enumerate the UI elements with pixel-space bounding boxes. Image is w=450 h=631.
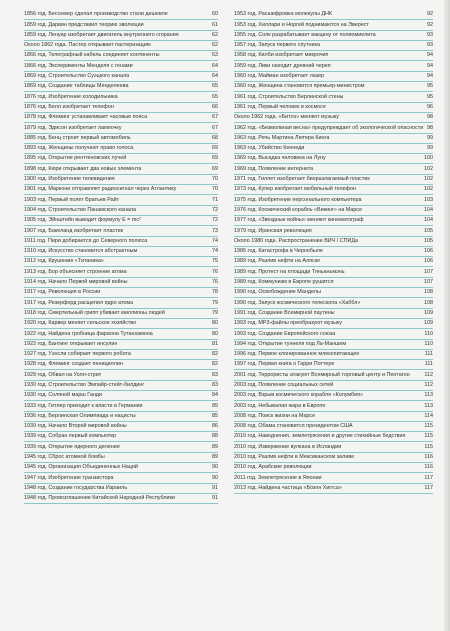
toc-entry-page-number: 106 (424, 258, 433, 265)
toc-entry-title: 1971 год. Гиллет изобретает биоразлагаемый пластик (234, 176, 370, 183)
toc-entry-page-number: 62 (212, 42, 218, 49)
toc-entry-page-number: 69 (212, 145, 218, 152)
toc-entry-page-number: 80 (212, 330, 218, 337)
toc-entry-title: 1939 год. Открытие ядерного деления (24, 443, 120, 450)
toc-entry-title: 1993 год. MP3-файлы преобразуют музыку (234, 320, 343, 327)
toc-entry (234, 340, 433, 350)
toc-entry-title: 1996 год. Первое клонированное млекопитающее (234, 351, 360, 358)
toc-entry (234, 422, 433, 432)
toc-entry-page-number: 91 (212, 484, 218, 491)
toc-entry-page-number: 95 (427, 93, 433, 100)
toc-entry-page-number: 94 (427, 52, 433, 59)
toc-entry-title: 1990 год. Запуск космического телескопа «Хаббл» (234, 299, 361, 306)
toc-entry-page-number: 61 (212, 21, 218, 28)
toc-entry (234, 463, 433, 473)
toc-entry-title: 1927 год. Уэнсли собирает первого робота (24, 351, 131, 358)
toc-entry-title: 1953 год. Расшифровка молекулы ДНК (234, 11, 332, 18)
toc-entry-page-number: 85 (212, 412, 218, 419)
toc-entry-page-number: 107 (424, 279, 433, 286)
toc-entry (24, 329, 218, 339)
toc-entry (24, 226, 218, 236)
toc-entry-page-number: 105 (424, 227, 433, 234)
toc-entry (24, 360, 218, 370)
toc-entry-title: 1945 год. Организация Объединенных Наций (24, 464, 138, 471)
toc-entry-page-number: 74 (212, 237, 218, 244)
toc-entry-title: 1918 год. Смертельный грипп убивает миллионы людей (24, 309, 165, 316)
toc-entry (234, 113, 433, 123)
toc-entry (234, 82, 433, 92)
toc-entry (24, 31, 218, 41)
toc-entry-page-number: 107 (424, 268, 433, 275)
toc-entry-title: 1914 год. Начало Первой мировой войны (24, 279, 128, 286)
toc-entry-title: 1945 год. Сброс атомной бомбы (24, 454, 105, 461)
toc-entry (24, 309, 218, 319)
toc-entry (234, 185, 433, 195)
toc-entry (24, 267, 218, 277)
toc-entry-page-number: 90 (212, 474, 218, 481)
toc-entry-page-number: 91 (212, 495, 218, 502)
toc-entry-title: 1989 год. Протест на площади Тяньаньмэнь (234, 268, 345, 275)
toc-entry-page-number: 64 (212, 62, 218, 69)
toc-entry (234, 350, 433, 360)
toc-entry (234, 226, 433, 236)
toc-entry-title: 2001 год. Террористы атакуют Всемирный торговый центр и Пентагон (234, 371, 410, 378)
toc-entry-title: 1900 год. Изобретение телевидения (24, 176, 115, 183)
toc-entry (234, 164, 433, 174)
toc-entry-title: 1876 год. Изобретение холодильника (24, 93, 118, 100)
toc-entry-title: 1905 год. Эйнштейн выводит формулу E = mc² (24, 217, 141, 224)
toc-entry-page-number: 102 (424, 176, 433, 183)
toc-entry-page-number: 88 (212, 433, 218, 440)
toc-entry (24, 82, 218, 92)
toc-entry-page-number: 115 (424, 443, 433, 450)
toc-entry (24, 370, 218, 380)
toc-entry-title: 1922 год. Бантинг открывает инсулин (24, 340, 118, 347)
toc-entry-title: 2008 год. Обама становится президентом США (234, 423, 353, 430)
page-spine-shadow (444, 0, 450, 631)
toc-entry-page-number: 74 (212, 248, 218, 255)
toc-entry-title: 1975 год. Изобретение персонального компьютера (234, 196, 362, 203)
toc-entry-title: 1960 год. Майман изобретает лазер (234, 73, 325, 80)
toc-entry (234, 401, 433, 411)
toc-entry (24, 134, 218, 144)
toc-entry-page-number: 64 (212, 73, 218, 80)
toc-entry (234, 247, 433, 257)
toc-entry (24, 319, 218, 329)
toc-entry-page-number: 89 (212, 443, 218, 450)
toc-entry (24, 144, 218, 154)
toc-entry (24, 401, 218, 411)
toc-entry-page-number: 112 (424, 371, 433, 378)
toc-entry-title: 1910 год. Искусство становится абстрактным (24, 248, 138, 255)
toc-entry (24, 350, 218, 360)
toc-entry-title: 2003 год. Небывалая жара в Европе (234, 402, 326, 409)
toc-entry (24, 195, 218, 205)
toc-entry-title: 1885 год. Бенц строит первый автомобиль (24, 134, 131, 141)
toc-entry-title: 1993 год. Создание Европейского союза (234, 330, 336, 337)
toc-entry (24, 288, 218, 298)
toc-entry-page-number: 60 (212, 11, 218, 18)
toc-entry-page-number: 67 (212, 124, 218, 131)
toc-entry-page-number: 114 (424, 412, 433, 419)
toc-entry-title: 1878 год. Флеминг устанавливает часовые пояса (24, 114, 148, 121)
toc-entry-title: 1907 год. Бакеланд изобретает пластик (24, 227, 124, 234)
toc-entry (234, 319, 433, 329)
toc-entry-page-number: 111 (424, 351, 433, 358)
toc-entry-title: 1929 год. Обвал на Уолл-стрит (24, 371, 102, 378)
toc-entry (234, 432, 433, 442)
toc-entry-page-number: 116 (424, 454, 433, 461)
toc-entry-title: 1930 год. Соляной марш Ганди (24, 392, 102, 399)
toc-entry-title: 1948 год. Создание государства Израиль (24, 484, 128, 491)
toc-entry-title: 1955 год. Солк разрабатывает вакцину от полиомиелита (234, 31, 376, 38)
toc-entry (24, 175, 218, 185)
toc-entry-title: 1893 год. Женщины получают право голоса (24, 145, 134, 152)
toc-entry (234, 72, 433, 82)
toc-entry-title: 1989 год. Коммунизм в Европе рушится (234, 279, 334, 286)
toc-entry-title: 1856 год. Бессемер сделал производство стали дешевле (24, 11, 168, 18)
toc-entry (234, 51, 433, 61)
toc-entry-title: 2010 год. Наводнения, землетрясения и другие стихийные бедствия (234, 433, 406, 440)
toc-entry-page-number: 72 (212, 206, 218, 213)
toc-entry-page-number: 99 (427, 134, 433, 141)
toc-entry-page-number: 117 (424, 474, 433, 481)
toc-entry-page-number: 109 (424, 320, 433, 327)
toc-entry-page-number: 86 (212, 423, 218, 430)
toc-entry-title: 1912 год. Крушение «Титаника» (24, 258, 104, 265)
toc-entry (234, 370, 433, 380)
toc-entry (234, 144, 433, 154)
toc-entry (24, 51, 218, 61)
toc-entry-title: 1913 год. Бор объясняет строение атома (24, 268, 127, 275)
toc-entry-page-number: 69 (212, 155, 218, 162)
toc-entry-page-number: 65 (212, 83, 218, 90)
toc-entry-title: 2003 год. Появление социальных сетей (234, 381, 334, 388)
toc-entry-title: 1969 год. Появление интернета (234, 165, 314, 172)
toc-entry-title: 1866 год. Эксперименты Менделя с генами (24, 62, 133, 69)
toc-entry-page-number: 65 (212, 93, 218, 100)
toc-entry (24, 412, 218, 422)
toc-entry (234, 41, 433, 51)
toc-entry-page-number: 90 (212, 464, 218, 471)
toc-entry-page-number: 99 (427, 145, 433, 152)
toc-entry-title: 2008 год. Поиск жизни на Марсе (234, 412, 316, 419)
toc-entry-page-number: 115 (424, 433, 433, 440)
toc-entry-title: 1859 год. Дарвин представил теорию эволюции (24, 21, 144, 28)
toc-entry-page-number: 92 (427, 11, 433, 18)
toc-entry-page-number: 84 (212, 392, 218, 399)
toc-entry (234, 473, 433, 483)
toc-entry-page-number: 94 (427, 62, 433, 69)
toc-entry-title: 1973 год. Купер изобретает мобильный телефон (234, 186, 357, 193)
toc-entry-title: 1866 год. Телеграфный кабель соединяет континенты (24, 52, 160, 59)
toc-entry (234, 206, 433, 216)
toc-entry-page-number: 108 (424, 299, 433, 306)
toc-entry-page-number: 116 (424, 464, 433, 471)
toc-entry (234, 309, 433, 319)
toc-entry-page-number: 82 (212, 361, 218, 368)
toc-entry (24, 185, 218, 195)
toc-entry-title: 1933 год. Гитлер приходит к власти в Германии (24, 402, 143, 409)
toc-entry (24, 278, 218, 288)
toc-entry (24, 154, 218, 164)
toc-entry-title: 1911 год. Пири добирается до Северного полюса (24, 237, 148, 244)
toc-entry-page-number: 78 (212, 289, 218, 296)
toc-entry-page-number: 70 (212, 186, 218, 193)
toc-entry-page-number: 111 (424, 361, 433, 368)
toc-entry-title: 1901 год. Маркони отправляет радиосигнал через Атлантику (24, 186, 177, 193)
toc-entry (234, 267, 433, 277)
toc-entry-page-number: 113 (424, 392, 433, 399)
toc-entry-page-number: 104 (424, 217, 433, 224)
toc-entry-page-number: 63 (212, 52, 218, 59)
toc-entry-title: 1939 год. Начало Второй мировой войны (24, 423, 127, 430)
toc-entry (24, 391, 218, 401)
toc-entry-title: 1960 год. Женщина становится премьер-министром (234, 83, 365, 90)
toc-entry (234, 123, 433, 133)
toc-entry (24, 237, 218, 247)
toc-entry (234, 20, 433, 30)
toc-entry-page-number: 93 (427, 42, 433, 49)
toc-entry-page-number: 83 (212, 381, 218, 388)
toc-entry-title: 1859 год. Ленуар изобретает двигатель внутреннего сгорания (24, 31, 179, 38)
toc-entry (24, 340, 218, 350)
toc-entry-title: 2010 год. Арабские революции (234, 464, 312, 471)
toc-entry-page-number: 69 (212, 165, 218, 172)
toc-entry-page-number: 85 (212, 402, 218, 409)
toc-entry-title: 1961 год. Строительство Берлинской стены (234, 93, 344, 100)
toc-entry-page-number: 115 (424, 423, 433, 430)
toc-entry-page-number: 113 (424, 402, 433, 409)
toc-entry-page-number: 76 (212, 279, 218, 286)
toc-entry (24, 473, 218, 483)
toc-entry (24, 113, 218, 123)
toc-entry (24, 206, 218, 216)
toc-entry-page-number: 67 (212, 114, 218, 121)
toc-entry (24, 422, 218, 432)
toc-entry-title: 1948 год. Провозглашение Китайской Народной Республики (24, 495, 175, 502)
toc-entry-page-number: 82 (212, 351, 218, 358)
toc-entry-title: Около 1980 года. Распространение ВИЧ / СПИДа (234, 237, 359, 244)
toc-entry (24, 72, 218, 82)
toc-entry-page-number: 100 (424, 155, 433, 162)
toc-entry-title: 1917 год. Резерфорд расщепил ядро атома (24, 299, 134, 306)
toc-column-left (24, 10, 218, 504)
toc-entry-title: 1869 год. Создание таблицы Менделеева (24, 83, 129, 90)
toc-entry (24, 484, 218, 494)
toc-entry (234, 216, 433, 226)
toc-entry-title: Около 1862 года. Пастер открывает пастеризацию (24, 42, 151, 49)
toc-entry (234, 31, 433, 41)
toc-entry (24, 92, 218, 102)
toc-entry-title: 1997 год. Первая книга о Гарри Поттере (234, 361, 335, 368)
toc-entry-page-number: 75 (212, 258, 218, 265)
toc-entry (24, 20, 218, 30)
toc-entry-page-number: 71 (212, 196, 218, 203)
toc-entry-page-number: 106 (424, 248, 433, 255)
toc-entry (234, 442, 433, 452)
toc-entry-title: 1969 год. Высадка человека на Луну (234, 155, 326, 162)
toc-entry-page-number: 108 (424, 289, 433, 296)
toc-entry-title: 1947 год. Изобретение транзистора (24, 474, 114, 481)
toc-entry-page-number: 73 (212, 227, 218, 234)
toc-entry-title: 1876 год. Белл изобретает телефон (24, 103, 114, 110)
toc-entry-title: 1936 год. Берлинская Олимпиада и нацисты (24, 412, 136, 419)
toc-entry (234, 175, 433, 185)
toc-entry-title: 2010 год. Извержение вулкана в Исландии (234, 443, 342, 450)
toc-entry-page-number: 102 (424, 165, 433, 172)
toc-entry (234, 237, 433, 247)
toc-entry (234, 288, 433, 298)
toc-entry-title: 1922 год. Найдена гробница фараона Тутанхамона (24, 330, 153, 337)
toc-entry-page-number: 112 (424, 381, 433, 388)
toc-entry-title: 1994 год. Открытие туннеля под Ла-Маншем (234, 340, 347, 347)
toc-entry (24, 103, 218, 113)
toc-entry (234, 329, 433, 339)
toc-entry-page-number: 98 (427, 124, 433, 131)
toc-entry-title: 1959 год. Лики находит древний череп (234, 62, 331, 69)
toc-entry-title: 1903 год. Первый полет Братьев Райт (24, 196, 120, 203)
toc-entry-title: 2010 год. Разлив нефти в Мексиканском заливе (234, 454, 355, 461)
toc-entry (24, 61, 218, 71)
toc-entry (234, 154, 433, 164)
toc-entry-page-number: 93 (427, 31, 433, 38)
toc-entry (234, 134, 433, 144)
toc-entry-page-number: 89 (212, 454, 218, 461)
toc-entry (24, 247, 218, 257)
toc-entry (234, 61, 433, 71)
toc-entry-title: 1963 год. Убийство Кеннеди (234, 145, 305, 152)
toc-entry (234, 278, 433, 288)
toc-entry (234, 10, 433, 20)
toc-entry-page-number: 117 (424, 484, 433, 491)
toc-entry-page-number: 95 (427, 83, 433, 90)
toc-entry-title: 1879 год. Эдисон изобретает лампочку (24, 124, 122, 131)
toc-entry (24, 257, 218, 267)
toc-entry-page-number: 96 (427, 103, 433, 110)
toc-entry-page-number: 70 (212, 176, 218, 183)
toc-entry-title: 1977 год. «Звездные войны» меняют кинематограф (234, 217, 364, 224)
toc-entry-page-number: 103 (424, 196, 433, 203)
toc-entry-title: 1917 год. Революция в России (24, 289, 101, 296)
toc-entry-title: 1920 год. Карвер меняет сельское хозяйство (24, 320, 137, 327)
toc-entry-title: Около 1962 года. «Битлз» меняют музыку (234, 114, 339, 121)
toc-entry-page-number: 110 (424, 340, 433, 347)
toc-entry (234, 484, 433, 494)
toc-entry (24, 164, 218, 174)
toc-entry-title: 1986 год. Катастрофа в Чернобыле (234, 248, 323, 255)
toc-entry-title: 1979 год. Иранская революция (234, 227, 312, 234)
toc-entry (24, 10, 218, 20)
toc-entry (234, 92, 433, 102)
toc-entry-page-number: 62 (212, 31, 218, 38)
toc-entry-title: 1989 год. Разлив нефти на Аляске (234, 258, 321, 265)
toc-entry-title: 1869 год. Строительство Суэцкого канала (24, 73, 130, 80)
toc-entry (24, 298, 218, 308)
toc-entry (234, 453, 433, 463)
toc-entry-page-number: 72 (212, 217, 218, 224)
toc-entry-page-number: 66 (212, 103, 218, 110)
toc-entry-page-number: 94 (427, 73, 433, 80)
toc-entry (234, 103, 433, 113)
toc-entry-page-number: 76 (212, 268, 218, 275)
toc-entry-title: 1958 год. Килби изобретает микрочип (234, 52, 329, 59)
toc-entry-title: 1990 год. Освобождение Манделы (234, 289, 321, 296)
toc-column-right (234, 10, 433, 494)
toc-entry-title: 1963 год. Речь Мартина Лютера Кинга (234, 134, 330, 141)
toc-entry (234, 298, 433, 308)
toc-entry (24, 463, 218, 473)
toc-entry-title: 1904 год. Строительство Панамского канала (24, 206, 136, 213)
toc-entry-page-number: 79 (212, 299, 218, 306)
toc-entry-title: 1939 год. Собран первый компьютер (24, 433, 117, 440)
toc-entry-page-number: 83 (212, 371, 218, 378)
toc-entry-title: 1898 год. Кюри открывает два новых элемента (24, 165, 142, 172)
toc-entry-title: 1930 год. Строительство Эмпайр-стейт-билдинг (24, 381, 145, 388)
toc-entry (24, 494, 218, 504)
toc-entry (24, 442, 218, 452)
toc-entry-page-number: 102 (424, 186, 433, 193)
toc-entry-page-number: 104 (424, 206, 433, 213)
toc-entry (24, 123, 218, 133)
toc-entry-title: 2011 год. Землетрясение в Японии (234, 474, 322, 481)
toc-entry (24, 381, 218, 391)
toc-entry-page-number: 68 (212, 134, 218, 141)
toc-entry (24, 41, 218, 51)
toc-entry-page-number: 105 (424, 237, 433, 244)
toc-entry-page-number: 110 (424, 330, 433, 337)
toc-entry-page-number: 81 (212, 340, 218, 347)
toc-entry-title: 1962 год. «Безмолвная весна» предупреждает об экологической опасности (234, 124, 424, 131)
toc-entry-page-number: 98 (427, 114, 433, 121)
toc-entry (234, 195, 433, 205)
toc-entry-title: 2003 год. Взрыв космического корабля «Колумбия» (234, 392, 364, 399)
toc-entry-title: 1976 год. Космический корабль «Викинг» на Марсе (234, 206, 363, 213)
toc-entry (234, 412, 433, 422)
toc-entry-title: 1928 год. Флеминг создает пенициллин (24, 361, 123, 368)
toc-entry (234, 257, 433, 267)
toc-entry-title: 1991 год. Создание Всемирной паутины (234, 309, 335, 316)
toc-entry (24, 453, 218, 463)
toc-entry (24, 216, 218, 226)
toc-entry-title: 1957 год. Запуск первого спутника (234, 42, 321, 49)
toc-entry-title: 1953 год. Хиллари и Норгей поднимаются на Эверест (234, 21, 369, 28)
toc-entry-page-number: 109 (424, 309, 433, 316)
toc-entry (234, 381, 433, 391)
toc-entry-page-number: 92 (427, 21, 433, 28)
toc-entry (234, 391, 433, 401)
toc-entry-title: 1895 год. Открытие рентгеновских лучей (24, 155, 127, 162)
toc-entry-page-number: 80 (212, 320, 218, 327)
toc-entry (234, 360, 433, 370)
toc-entry-page-number: 79 (212, 309, 218, 316)
toc-entry-title: 2013 год. Найдена частица «Бозон Хиггса» (234, 484, 342, 491)
toc-entry-title: 1961 год. Первый человек в космосе (234, 103, 326, 110)
toc-entry (24, 432, 218, 442)
